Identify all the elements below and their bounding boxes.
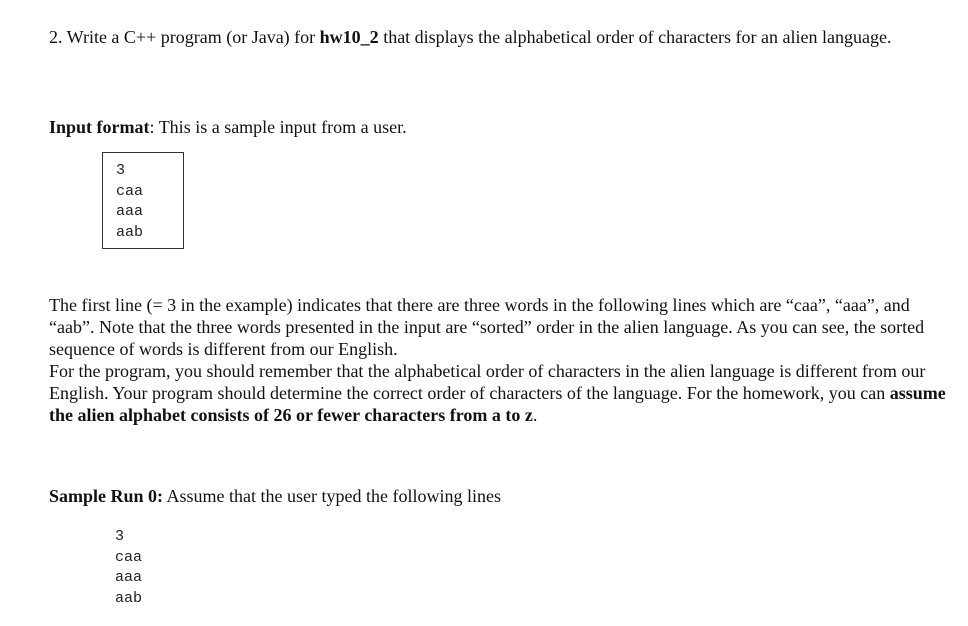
sample-run-heading [49, 485, 501, 507]
input-line-count: 3 [116, 162, 126, 179]
program-name: hw10_2 [319, 27, 379, 47]
question-heading [49, 26, 949, 48]
sample-line-word: caa [115, 548, 143, 566]
explanation-bold-assumption: assume the alien alphabet consists of 26 or fewer characters from a to z [49, 383, 946, 425]
question-text-after: that displays the alphabetical order of characters for an alien language. [378, 27, 892, 47]
sample-run-label: Sample Run 0: [49, 486, 164, 506]
input-line-word: aab [116, 223, 144, 241]
sample-run-input [115, 527, 142, 609]
explanation-paragraph-1: The first line (= 3 in the example) indicates that there are three words in the following lines which are “caa”, “aaa”, and “aab”. Note that the three words presented in the input are “sorted” order in the alien language. As you can see, the sorted sequence of words is different from our English. [49, 295, 925, 359]
question-number: 2. [49, 27, 63, 47]
input-line-word: caa [116, 182, 144, 200]
sample-line-count: 3 [115, 528, 125, 545]
explanation-text: For the program, you should remember that the alphabetical order of characters in the alien language is different from our English. Your program should determine the correct order of characters of the language. For the homework, you can [49, 361, 926, 403]
sample-run-text: Assume that the user typed the following lines [163, 486, 501, 506]
explanation-end: . [532, 405, 538, 425]
explanation-paragraph-2 [49, 360, 949, 426]
sample-input-box [102, 152, 184, 249]
input-line-word: aaa [116, 203, 144, 220]
sample-line-word: aaa [115, 569, 143, 586]
question-text-before: Write a C++ program (or Java) for [62, 27, 320, 47]
input-format-line [49, 116, 407, 138]
input-format-text: : This is a sample input from a user. [149, 117, 407, 137]
explanation [49, 294, 949, 426]
input-format-label: Input format [49, 117, 150, 137]
sample-line-word: aab [115, 589, 143, 607]
